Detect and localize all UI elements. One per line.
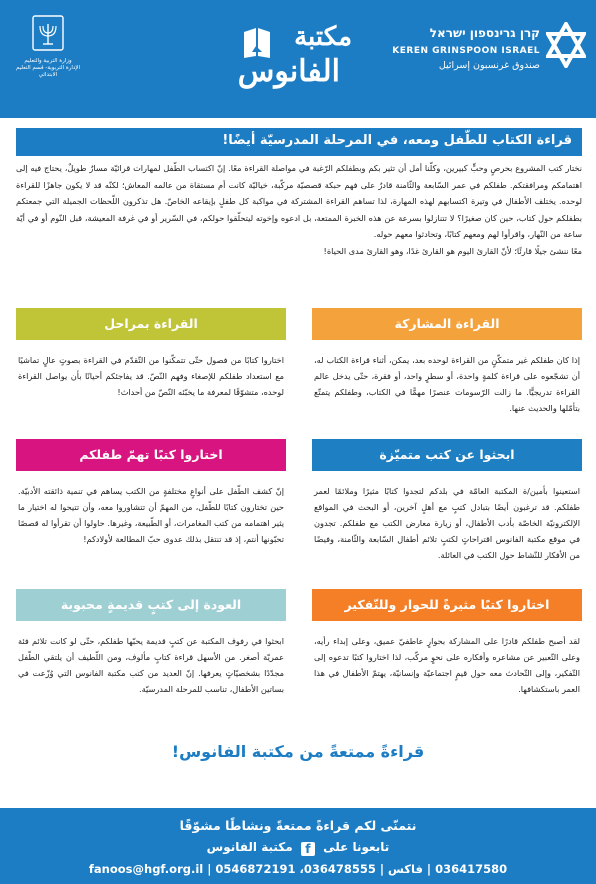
section-text: إذا كان طفلكم غير متمكّنٍ من القراءة لوحده بعد، يمكن، أثناء قراءة الكتاب له، أن تشجّعوه على قراءة كلمةٍ واحدة، أو سطرٍ واحد، أو فقرة، حتّى يدخل عالم القراءة تدريجيًّا. ما زالت الرّسومات عنصرًا مهمًّا في الكتاب، وطفلكم يتمتّع بتأمّلها والحديث عنها. bbox=[314, 355, 580, 413]
closing-message: قراءةً ممتعةً من مكتبة الفانوس! bbox=[171, 742, 425, 761]
section-title: القراءة المشاركة bbox=[312, 308, 582, 340]
footer-contact: 036417580 | فاكس | fanoos@hgf.org.il | 0546872191 ،036478555 bbox=[88, 862, 508, 876]
logo-text-fanoos: الفانوس bbox=[237, 54, 340, 89]
section-thought-provoking-books bbox=[312, 589, 582, 697]
follow-us-label: تابعونا على bbox=[323, 840, 390, 854]
kg-hebrew-name: קרן גרינספון ישראל bbox=[429, 26, 540, 40]
section-text: اختاروا كتابًا من فصول حتّى تتمكّنوا من التّقدّم في القراءة بصوتٍ عالٍ تماشيًا مع استعداد طفلكم للإصغاء وفهم النّصّ. قد يفاجئكم أحيانًا بأن يواصل القراءة لوحده، متشوّقًا لمعرفة ما يخبّئه النّصّ من أحداث! bbox=[18, 355, 284, 397]
section-text: استعينوا بأمين/ة المكتبة العامّة في بلدكم لتجدوا كتابًا مثيرًا وملائمًا لعمر طفلكم. قد ترغبون أيضًا بتبادل كتبٍ مع أهلٍ آخرين، أو البحث في المواقع الإلكترونيّة الخاصّة بأدب الأطفال، أو زيارة معارض الكتب مع طفلكم. تجدون في موقع مكتبة الفانوس اقتراحاتٍ لكتبٍ تلائم أطفال السّابعة والثّامنة، وفيضًا من الأفكار للنّشاط حول الكتب في العائلة. bbox=[314, 486, 580, 560]
section-return-to-old-favorites bbox=[16, 589, 286, 697]
footer-band bbox=[0, 808, 596, 884]
header-band bbox=[0, 0, 596, 118]
facebook-page-name[interactable]: مكتبة الفانوس bbox=[206, 840, 293, 854]
ministry-logo bbox=[12, 14, 84, 79]
intro-title: قراءة الكتاب للطّفل ومعه، في المرحلة المدرسيّة أيضًا! bbox=[16, 128, 582, 156]
logo-text-maktaba: مكتبة bbox=[294, 22, 352, 52]
section-title: العودة إلى كتبٍ قديمةٍ محبوبة bbox=[16, 589, 286, 621]
section-reading-in-stages bbox=[16, 308, 286, 400]
footer-follow-us bbox=[0, 840, 596, 856]
section-text: إنّ كشف الطّفل على أنواعٍ مختلفةٍ من الكتب يساهم في تنمية ذائقته الأدبيّة. حين تختارون كتابًا للطّفل، من المهمّ أن تتشاوروا معه، وأن تتيحوا له اختيار ما يثير اهتمامه من كتب المغامرات، أو الطّبيعة، وغيرها. حاولوا أن تقرأوا له قصصًا تحبّونها أنتم، إذ قد تنتقل بذلك عدوى حبّ المطالعة لأولادكم! bbox=[18, 486, 284, 544]
section-text: ابحثوا في رفوف المكتبة عن كتبٍ قديمة يحبّها طفلكم، حتّى لو كانت تلائم فئة عمريّة أصغر. من الأسهل قراءة كتابٍ مألوف، ومن اللّطيف أن يلتقي الطّفل مجدّدًا بشخصيّاتٍ يعرفها. إنّ العديد من كتب مكتبة الفانوس التي وُزّعت في بساتين الأطفال، تناسب للمرحلة المدرسيّة. bbox=[18, 636, 284, 694]
section-find-special-books bbox=[312, 439, 582, 563]
section-title: ابحثوا عن كتب متميّزة bbox=[312, 439, 582, 471]
fanoos-library-logo bbox=[228, 12, 358, 92]
ministry-line-2: الإدارة التربوية- قسم التعليم الابتدائي bbox=[15, 65, 80, 78]
intro-paragraph-1: نختار كتب المشروع بحرصٍ وحبٍّ كبيرين، وكلّنا أمل أن تثير بكم وبطفلكم الرّغبة في مواصلة القراءة معًا. إنّ اكتساب الطّفل لمهارات قرائيّة مسارٌ طويلٌ، يحتاج فيه إلى اهتمامكم ومرافقتكم. طفلكم في عمر السّابعة والثّامنة قادرٌ على فهم حبكة قصصيّة مركّبة، خياليّة كانت أم مستقاة من عالمه المعاش؛ لكنّه قد لا يكون جاهزًا للقراءة لوحده. يختلف الأطفال في وتيرة اكتسابهم لهذه المهارة، لذا تساهم القراءة المشتركة في مواكبة كل طفلٍ بإيقاعه الخاصّ. هل تذكرون اللّحظات الجميلة التي جمعتكم بطفلكم حول كتاب، حين كان صغيرًا؟ لا تتنازلوا بسرعة عن هذه الخبرة الممتعة، بل ادعوه وإخوته ليتحلّقوا حولكم، في السّرير أو في غرفة المعيشة، قبل النّوم أو في أيّة ساعة من النّهار، واقرأوا لهم ومعهم كتابًا، وتحادثوا معهم حوله. bbox=[16, 163, 582, 239]
section-text: لقد أصبح طفلكم قادرًا على المشاركة بحوارٍ عاطفيّ عميق، وعلى إبداء رأيه، وعلى التّعبير عن مشاعره وأفكاره على نحوٍ مركّب، لذا اختاروا كتبًا تدعوه إلى التّفكير، وإلى التّحادث معه حول قيمٍ اجتماعيّة وإنسانيّة، يهتمّ الأطفال في هذا العمر باستكشافها. bbox=[314, 636, 580, 694]
footer-wish: نتمنّى لكم قراءةً ممتعةً ونشاطًا مشوّقًا bbox=[179, 818, 417, 833]
section-title: اختاروا كتبًا تهمّ طفلكم bbox=[16, 439, 286, 471]
star-of-david-icon bbox=[546, 22, 586, 68]
section-title: اختاروا كتبًا مثيرةً للحوار وللتّفكير bbox=[312, 589, 582, 621]
section-title: القراءة بمراحل bbox=[16, 308, 286, 340]
keren-grinspoon-logo bbox=[392, 20, 590, 90]
intro-body bbox=[16, 160, 582, 259]
intro-paragraph-2: معًا ننشئ جيلًا قارئًا؛ لأنّ القارئ اليوم هو القارئ غدًا، وهو القارئ مدى الحياة! bbox=[323, 245, 582, 256]
facebook-icon[interactable]: f bbox=[301, 842, 315, 856]
section-choose-interesting-books bbox=[16, 439, 286, 547]
kg-arabic-name: صندوق غرنسبون إسرائيل bbox=[438, 60, 540, 71]
ministry-line-1: وزارة التربية والتعليم bbox=[24, 58, 72, 64]
menorah-emblem-icon bbox=[31, 14, 65, 54]
kg-english-name: KEREN GRINSPOON ISRAEL bbox=[392, 46, 540, 56]
section-shared-reading bbox=[312, 308, 582, 416]
